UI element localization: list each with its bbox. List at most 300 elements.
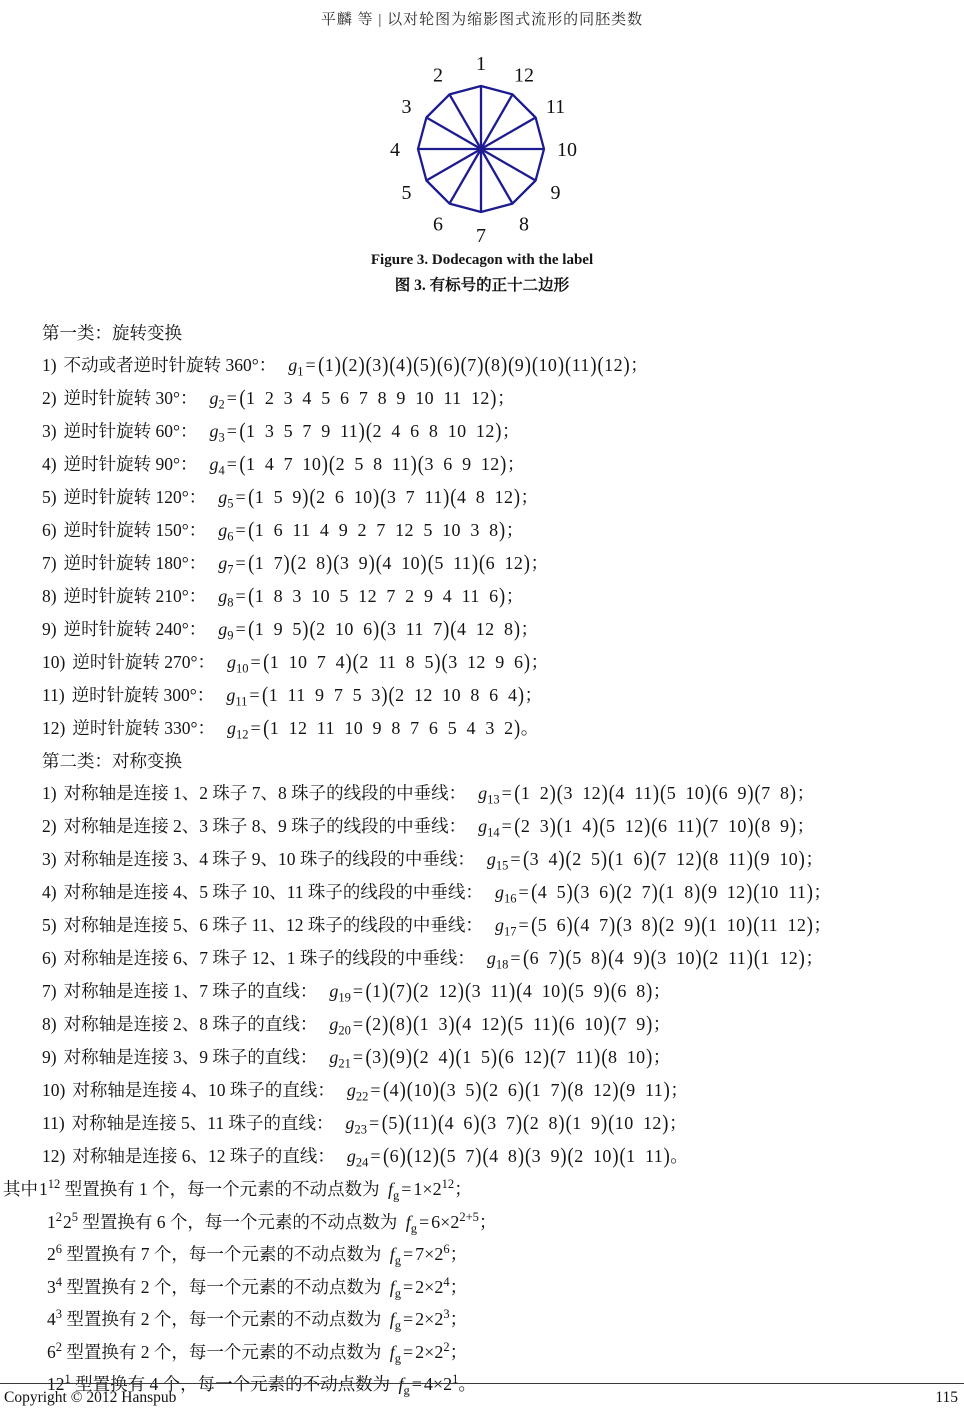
permutation-expression: $g_{22} = (4)(10)(3$ 5)(2 6)(1 7)(8 12)(9 11)； [347,1080,688,1100]
permutation-expression: $g_{20} = (2)(8)(1$ 3)(4 12)(5 11)(6 10)(7 9)； [329,1014,670,1034]
math-paren: ) [590,353,597,379]
math-paren: ( [573,880,580,906]
math-paren: ( [239,452,246,478]
math-paren: ( [437,1111,445,1137]
math-paren: ) [789,814,797,840]
math-paren: ) [603,1012,610,1038]
item-number: 5) [42,487,57,507]
math-paren: ) [321,452,328,478]
item-number: 6) [42,520,57,540]
math-paren: ) [398,1111,405,1137]
permutation-item [0,613,964,646]
permutation-expression: $g_{14} = (2$ 3)(1 4)(5 12)(6 11)(7 10)(8 9)； [478,816,814,836]
math-paren: ) [566,880,573,906]
item-number: 11) [42,1113,65,1133]
fixed-point-line: $12^1$ 型置换有 4 个，每一个元素的不动点数为 $f_g = 4\times 2^1$。 [47,1372,477,1398]
math-paren: ) [517,1144,524,1170]
math-paren: ) [746,847,753,873]
math-paren: ) [432,1078,439,1104]
math-paren: ) [542,1045,550,1071]
math-paren: ) [514,716,521,742]
running-head: 平麟 等 | 以对轮图为缩影图式流形的同胚类数 [320,12,644,28]
math-paren: ( [439,1078,447,1104]
math-paren: ) [566,913,573,939]
item-description: 逆时针旋转 30°： [63,388,198,408]
vertex-label: 8 [519,213,529,236]
math-paren: ( [341,353,349,379]
math-paren: ( [436,353,444,379]
symmetry-list [0,777,964,1173]
permutation-item [0,514,964,547]
math-paren: ( [568,979,575,1005]
math-paren: ( [531,880,538,906]
math-paren: ( [318,353,325,379]
math-paren: ( [753,913,760,939]
math-paren: ) [561,979,568,1005]
math-paren: ) [549,781,556,807]
math-paren: ( [558,1012,565,1038]
item-number: 3) [42,849,57,869]
math-paren: ( [514,814,521,840]
math-paren: ) [405,353,413,379]
math-paren: ) [382,353,389,379]
math-paren: ( [524,1144,532,1170]
permutation-item [0,679,964,712]
math-paren: ( [405,1111,412,1137]
math-paren: ( [484,353,491,379]
math-paren: ( [556,781,563,807]
math-paren: ( [248,584,255,610]
math-paren: ( [701,913,708,939]
math-paren: ( [523,1111,530,1137]
permutation-expression: $g_1 = (1)(2)(3)(4)(5)(6)(7)(8)(9)(10)(11)(12)$； [288,355,648,375]
math-paren: ) [471,551,478,577]
permutation-item [0,382,964,415]
math-paren: ) [373,485,380,511]
math-paren: ( [441,650,448,676]
math-paren: ( [601,1045,608,1071]
math-paren: ( [514,781,521,807]
item-description: 对称轴是连接 2、8 珠子的直线： [63,1014,318,1034]
math-paren: ( [754,814,761,840]
fixed-point-line: $1^22^5$ 型置换有 6 个，每一个元素的不动点数为 $f_g = 6\times 2^{2+5}$； [47,1209,497,1236]
math-paren: ) [410,452,417,478]
item-description: 逆时针旋转 180°： [63,553,207,573]
math-paren: ) [646,1012,653,1038]
math-paren: ( [531,913,538,939]
math-paren: ( [482,1078,489,1104]
permutation-item [0,646,964,679]
vertex-label: 2 [433,64,443,87]
math-paren: ) [334,353,341,379]
vertex-label: 4 [390,139,400,161]
math-paren: ( [597,353,604,379]
item-number: 2) [42,388,57,408]
math-paren: ( [450,617,457,643]
math-paren: ) [549,814,556,840]
permutation-item [0,415,964,448]
math-paren: ) [594,1045,601,1071]
math-paren: ( [480,1111,487,1137]
math-paren: ( [460,353,467,379]
math-paren: ) [382,1012,389,1038]
math-paren: ( [365,979,372,1005]
math-paren: ( [382,1078,390,1104]
math-paren: ) [746,946,753,972]
math-paren: ) [500,452,507,478]
permutation-expression: $g_{17} = (5$ 6)(4 7)(3 8)(2 9)(1 10)(11 12)； [495,915,831,935]
math-paren: ) [609,913,616,939]
math-paren: ( [352,650,359,676]
permutation-expression: $g_9 = (1$ 9 5)(2 10 6)(3 11 7)(4 12 8)； [218,619,538,639]
math-paren: ( [309,617,316,643]
math-paren: ) [523,650,531,676]
permutation-item [0,712,964,745]
fixed-point-line: $4^3$ 型置换有 2 个，每一个元素的不动点数为 $f_g = 2\times 2^3$； [47,1307,468,1333]
math-paren: ) [326,551,333,577]
section-heading-rotations: 第一类：旋转变换 [42,323,182,343]
math-paren: ) [651,913,658,939]
math-paren: ) [448,1045,455,1071]
math-paren: ) [443,617,450,643]
math-paren: ( [389,979,396,1005]
permutation-expression: $g_6 = (1$ 6 11 4 9 2 7 12 5 10 3 8)； [218,520,523,540]
math-paren: ) [560,1144,567,1170]
permutation-item [0,1140,964,1173]
permutation-item [0,843,964,876]
item-description: 对称轴是连接 1、2 珠子 7、8 珠子的线段的中垂线： [63,783,467,803]
figure-caption [0,252,964,295]
math-paren: ) [600,847,608,873]
permutation-expression: $g_2 = (1$ 2 3 4 5 6 7 8 9 10 11 12)； [209,388,514,408]
permutation-item [0,1074,964,1107]
math-paren: ) [551,1012,558,1038]
fixed-point-line: $3^4$ 型置换有 2 个，每一个元素的不动点数为 $f_g = 2\times 2^4$； [47,1274,468,1301]
math-paren: ) [747,814,754,840]
math-paren: ( [516,979,523,1005]
math-paren: ( [417,452,424,478]
item-number: 12) [42,1146,66,1166]
vertex-label: 10 [557,139,577,161]
math-paren: ( [556,814,563,840]
math-paren: ) [644,814,651,840]
item-number: 7) [42,981,57,1001]
permutation-expression: $g_{15} = (3$ 4)(2 5)(1 6)(7 12)(8 11)(9 10)； [487,849,823,869]
math-paren: ( [478,551,486,577]
item-description: 对称轴是连接 6、12 珠子的直线： [72,1146,335,1166]
math-paren: ( [754,781,761,807]
math-paren: ) [448,1012,455,1038]
fixed-point-line: $6^2$ 型置换有 2 个，每一个元素的不动点数为 $f_g = 2\times 2^2$； [47,1339,468,1366]
permutation-item [0,481,964,514]
math-paren: ) [358,353,365,379]
permutation-expression: $g_3 = (1$ 3 5 7 9 11)(2 4 6 8 10 12)； [209,421,519,441]
math-paren: ) [368,551,375,577]
item-number: 5) [42,915,57,935]
item-description: 逆时针旋转 330°： [72,718,215,738]
item-description: 逆时针旋转 300°： [71,685,215,705]
permutation-item [0,1107,964,1140]
math-paren: ( [531,353,539,379]
math-paren: ( [608,781,615,807]
math-paren: ( [262,683,269,709]
permutation-expression: $g_{18} = (6$ 7)(5 8)(4 9)(3 10)(2 11)(1 12)； [487,948,823,968]
math-paren: ( [380,485,387,511]
math-paren: ( [658,913,665,939]
math-paren: ( [389,353,396,379]
figure-caption-zh: 图 3. 有标号的正十二边形 [394,277,570,294]
permutation-expression: $g_8 = (1$ 8 3 10 5 12 7 2 9 4 11 6)； [218,586,523,606]
math-paren: ( [610,979,617,1005]
math-paren: ) [517,1078,524,1104]
math-paren: ( [524,1078,532,1104]
vertex-label: 1 [476,53,486,75]
math-paren: ) [560,1078,567,1104]
permutation-expression: $g_{23} = (5)(11)(4$ 6)(3 7)(2 8)(1 9)(10 12)； [346,1113,687,1133]
item-description: 逆时针旋转 270°： [72,652,215,672]
math-paren: ) [495,419,502,445]
math-paren: ) [798,946,805,972]
math-paren: ) [499,584,506,610]
permutation-item [0,942,964,975]
math-paren: ( [619,1078,626,1104]
math-paren: ( [508,353,515,379]
math-paren: ( [412,1012,420,1038]
item-description: 逆时针旋转 150°： [63,520,207,540]
math-paren: ) [558,1111,565,1137]
math-paren: ( [522,847,530,873]
item-number: 9) [42,619,57,639]
math-paren: ) [515,1111,523,1137]
item-description: 逆时针旋转 60°： [63,421,198,441]
math-paren: ( [381,1111,388,1137]
math-paren: ) [420,551,427,577]
math-paren: ) [405,1012,412,1038]
math-paren: ) [746,880,753,906]
fixed-point-line: $2^6$ 型置换有 7 个，每一个元素的不动点数为 $f_g = 7\times 2^6$； [47,1242,468,1268]
math-paren: ) [747,781,754,807]
math-paren: ) [429,353,436,379]
math-paren: ) [302,485,309,511]
math-paren: ( [239,386,246,412]
math-paren: ( [608,1111,615,1137]
math-paren: ) [517,683,525,709]
math-paren: ( [464,979,472,1005]
math-paren: ) [509,979,516,1005]
item-description: 逆时针旋转 90°： [63,454,198,474]
math-paren: ( [599,814,606,840]
permutation-expression: $g_{12} = (1$ 12 11 10 9 8 7 6 5 4 3 2)。 [227,718,539,738]
math-paren: ) [694,913,701,939]
item-number: 8) [42,1014,57,1034]
math-paren: ) [646,979,653,1005]
math-paren: ) [430,1111,437,1137]
math-paren: ( [248,617,255,643]
math-paren: ) [601,781,608,807]
math-paren: ) [513,617,521,643]
math-paren: ) [704,781,711,807]
fixed-point-formula: $f_g = 6\times 2^{2+5}$； [405,1209,497,1236]
math-paren: ) [806,880,813,906]
vertex-label: 3 [401,96,412,118]
math-paren: ) [443,485,450,511]
vertex-label: 12 [514,64,534,87]
math-paren: ( [365,1045,372,1071]
permutation-expression: $g_{19} = (1)(7)(2$ 12)(3 11)(4 10)(5 9)(6 8)； [329,981,670,1001]
item-description: 逆时针旋转 120°： [63,487,207,507]
item-description: 对称轴是连接 1、7 珠子的直线： [63,981,318,1001]
item-number: 7) [42,553,57,573]
math-paren: ( [610,1012,617,1038]
math-paren: ( [711,781,719,807]
fixed-point-formula: $f_g = 2\times 2^3$； [389,1307,468,1333]
math-paren: ) [695,946,702,972]
math-paren: ( [619,1144,626,1170]
item-number: 10) [42,1080,66,1100]
math-paren: ( [702,814,709,840]
math-paren: ) [646,1045,653,1071]
permutation-item [0,909,964,942]
fixed-point-line: 其中$1^{12}$ 型置换有 1 个，每一个元素的不动点数为 $f_g = 1\times 2^{12}$； [3,1177,473,1203]
fixed-point-formula: $f_g = 1\times 2^{12}$； [388,1177,473,1203]
math-paren: ) [405,1045,412,1071]
item-description: 对称轴是连接 6、7 珠子 12、1 珠子的线段的中垂线： [63,948,475,968]
math-paren: ( [309,485,316,511]
math-paren: ( [439,1144,447,1170]
math-paren: ) [603,979,610,1005]
dodecagon-svg [357,53,607,245]
item-number: 2) [42,816,57,836]
math-paren: ) [381,683,388,709]
item-number: 4) [42,454,57,474]
math-paren: ) [600,946,608,972]
math-paren: ( [380,617,387,643]
item-description: 对称轴是连接 3、9 珠子的直线： [63,1047,318,1067]
math-paren: ) [500,353,508,379]
math-paren: ) [432,1144,439,1170]
math-paren: ( [248,551,255,577]
math-paren: ( [263,650,270,676]
section-heading-symmetries: 第二类：对称变换 [42,751,182,771]
math-paren: ) [477,353,484,379]
fixed-point-formula: $f_g = 7\times 2^6$； [389,1242,468,1268]
math-paren: ( [333,551,340,577]
math-paren: ) [524,353,531,379]
permutation-item [0,810,964,843]
math-paren: ) [609,880,616,906]
math-paren: ( [567,1144,574,1170]
permutation-expression: $g_5 = (1$ 5 9)(2 6 10)(3 7 11)(4 8 12)； [218,487,538,507]
math-paren: ( [567,1078,574,1104]
math-paren: ) [694,880,701,906]
math-paren: ) [358,419,365,445]
permutation-item [0,975,964,1008]
math-paren: ( [702,847,709,873]
math-paren: ( [365,419,373,445]
fixed-point-formula: $f_g = 2\times 2^2$； [389,1339,468,1366]
math-paren: ( [263,716,270,742]
math-paren: ) [651,880,658,906]
math-paren: ) [746,913,753,939]
permutation-item [0,777,964,810]
item-number: 9) [42,1047,57,1067]
item-description: 对称轴是连接 4、5 珠子 10、11 珠子的线段的中垂线： [63,882,483,902]
math-paren: ) [302,617,309,643]
item-number: 6) [42,948,57,968]
math-paren: ) [695,814,702,840]
math-paren: ) [405,979,412,1005]
item-description: 逆时针旋转 240°： [63,619,207,639]
permutation-item [0,580,964,613]
math-paren: ) [695,847,702,873]
math-paren: ( [406,1144,413,1170]
math-paren: ( [248,485,255,511]
math-paren: ) [513,485,521,511]
fixed-point-formula: $f_g = 4\times 2^1$。 [398,1372,477,1398]
math-paren: ( [608,847,615,873]
item-number: 11) [42,685,65,705]
math-paren: ) [558,946,565,972]
math-paren: ( [365,1012,372,1038]
math-paren: ( [328,452,336,478]
vertex-label: 5 [401,182,412,204]
permutation-expression: $g_{16} = (4$ 5)(3 6)(2 7)(1 8)(9 12)(10 11)； [495,882,831,902]
summary-intro: 其中 [3,1179,38,1199]
math-paren: ( [290,551,297,577]
item-description: 对称轴是连接 2、3 珠子 8、9 珠子的线段的中垂线： [63,816,467,836]
math-paren: ) [612,1078,619,1104]
math-paren: ) [612,1144,619,1170]
math-paren: ) [399,1078,406,1104]
math-paren: ( [482,1144,489,1170]
math-paren: ) [643,847,650,873]
math-paren: ( [650,946,657,972]
math-paren: ( [375,551,382,577]
item-number: 10) [42,652,66,672]
vertex-label: 9 [550,182,561,204]
item-description: 对称轴是连接 5、11 珠子的直线： [71,1113,334,1133]
math-paren: ( [239,419,246,445]
permutation-expression: $g_{21} = (3)(9)(2$ 4)(1 5)(6 12)(7 11)(8 10)； [329,1047,670,1067]
math-paren: ( [412,1045,420,1071]
math-paren: ( [701,880,708,906]
math-paren: ( [455,1012,462,1038]
permutation-expression: $g_{24} = (6)(12)(5$ 7)(4 8)(3 9)(2 10)(1 11)。 [347,1146,688,1166]
math-paren: ) [457,979,464,1005]
math-paren: ) [475,1144,482,1170]
math-paren: ) [623,353,630,379]
math-paren: ( [565,847,572,873]
item-description: 逆时针旋转 210°： [63,586,207,606]
math-paren: ) [475,1078,482,1104]
math-paren: ( [616,913,623,939]
math-paren: ( [573,913,580,939]
item-number: 3) [42,421,57,441]
permutation-item [0,1041,964,1074]
permutation-expression: $g_7 = (1$ 7)(2 8)(3 9)(4 10)(5 11)(6 12)； [218,553,548,573]
math-paren: ( [565,1111,572,1137]
page-number: 115 [935,1389,958,1406]
permutation-expression: $g_{11} = (1$ 11 9 7 5 3)(2 12 10 8 6 4)； [226,685,542,705]
math-paren: ) [789,781,797,807]
math-paren: ( [658,880,665,906]
copyright-text: Copyright © 2012 Hanspub [4,1389,177,1406]
math-paren: ) [652,781,660,807]
math-paren: ( [412,979,420,1005]
math-paren: ) [453,353,460,379]
permutation-item [0,349,964,382]
math-paren: ) [283,551,290,577]
